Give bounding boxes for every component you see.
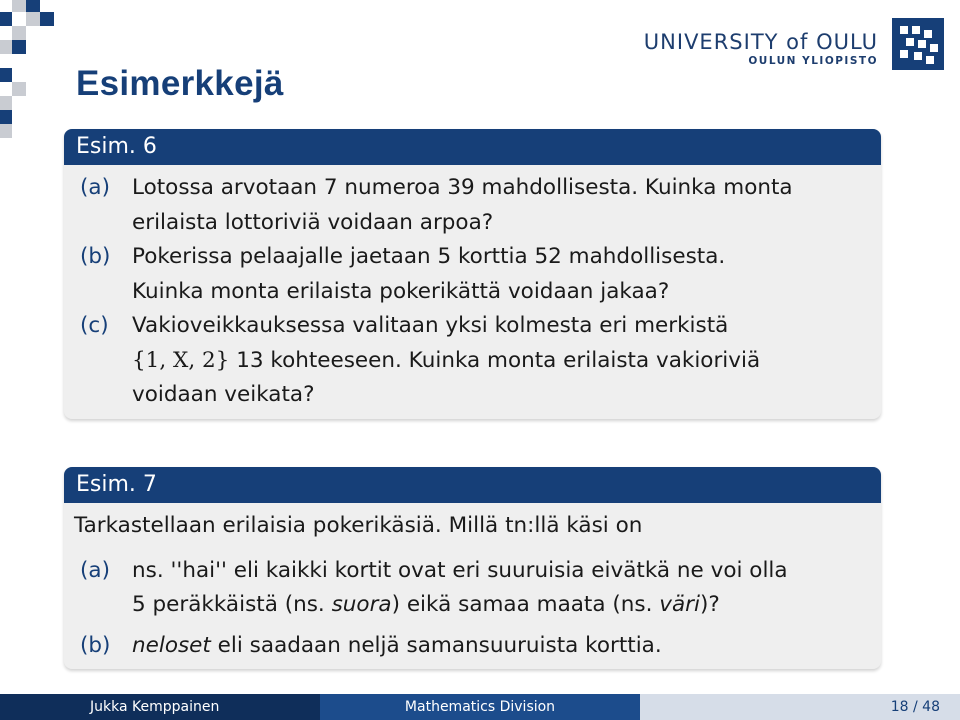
example-6-item-c: [80, 309, 869, 413]
footer-division: Mathematics Division: [320, 694, 640, 720]
footer-page-number: 18 / 48: [640, 694, 960, 720]
example-7-block: [64, 467, 881, 669]
example-6-block: [64, 129, 881, 419]
example-6-heading: Esim. 6: [64, 129, 881, 165]
example-7-body: [64, 503, 881, 669]
emphasis-term: suora: [331, 592, 392, 617]
item-text-fragment: ) eikä samaa maata (ns.: [391, 592, 660, 617]
item-text-fragment: 5 peräkkäistä (ns.: [132, 592, 332, 617]
item-text-fragment: eli saadaan neljä samansuuruista korttia.: [210, 632, 662, 658]
item-text-line: Kuinka monta erilaista pokerikättä voidaan jakaa?: [132, 278, 670, 304]
example-6-item-a: [80, 171, 869, 240]
example-7-item-b: [80, 629, 869, 664]
slide-title: Esimerkkejä: [76, 64, 284, 103]
item-text-line: voidaan veikata?: [132, 382, 315, 407]
example-7-intro: Tarkastellaan erilaisia pokerikäsiä. Millä tn:llä käsi on: [74, 513, 643, 538]
example-6-body: [64, 165, 881, 419]
logo-sub-text: OULUN YLIOPISTO: [748, 55, 878, 67]
item-text-line: Lotossa arvotaan 7 numeroa 39 mahdollisesta. Kuinka monta: [132, 175, 793, 200]
emphasis-term: neloset: [132, 632, 211, 658]
footer-bar: [0, 694, 960, 720]
example-7-heading: Esim. 7: [64, 467, 881, 503]
emphasis-term: väri: [659, 592, 700, 617]
item-label: (c): [80, 313, 109, 338]
item-text-line: Vakioveikkauksessa valitaan yksi kolmesta eri merkistä: [132, 313, 729, 338]
example-7-item-a: [80, 554, 869, 623]
item-text-line: Pokerissa pelaajalle jaetaan 5 korttia 52 mahdollisesta.: [132, 244, 726, 269]
math-set: {1, X, 2}: [132, 347, 230, 373]
example-6-item-b: [80, 240, 869, 309]
item-text-line: ns. ''hai'' eli kaikki kortit ovat eri suuruisia eivätkä ne voi olla: [132, 557, 788, 583]
item-label: (b): [80, 632, 111, 658]
item-label: (b): [80, 244, 111, 269]
item-text-line: erilaista lottoriviä voidaan arpoa?: [132, 209, 494, 235]
footer-author: Jukka Kemppainen: [0, 694, 320, 720]
item-label: (a): [80, 175, 110, 200]
logo-main-text: UNIVERSITY of OULU: [643, 30, 878, 54]
university-logo: [644, 30, 878, 67]
item-text-fragment: )?: [699, 592, 720, 617]
item-label: (a): [80, 557, 110, 583]
university-emblem-icon: [892, 18, 944, 70]
item-text-line: 13 kohteeseen. Kuinka monta erilaista vakioriviä: [229, 347, 761, 373]
